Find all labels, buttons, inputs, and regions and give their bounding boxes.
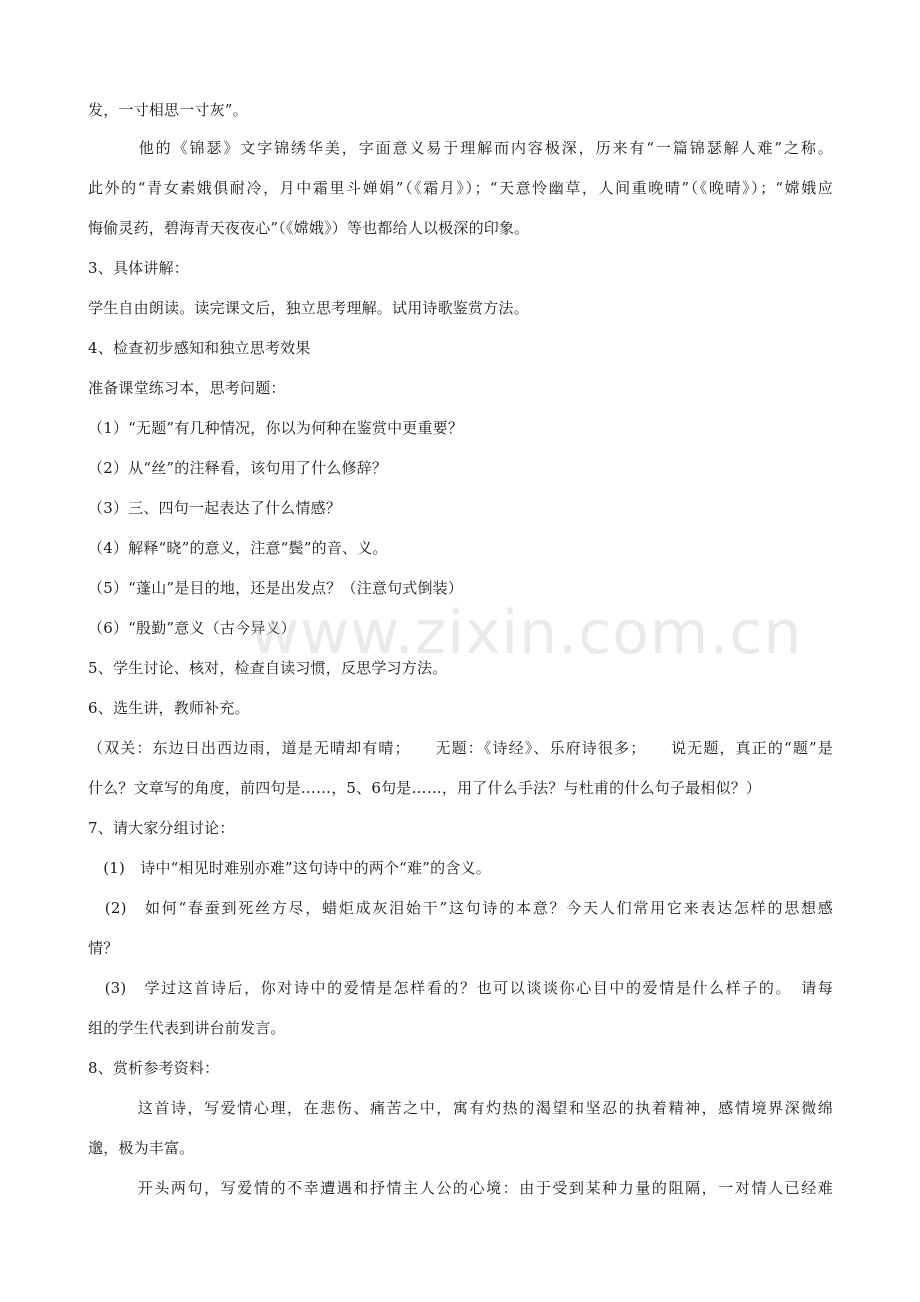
watermark: www.zixin.com.cn	[250, 598, 803, 668]
discussion-item: (1) 诗中“相见时难别亦难”这句诗中的两个“难”的含义。	[88, 859, 491, 877]
question-item: （3）三、四句一起表达了什么情感？	[88, 499, 341, 517]
discussion-item: (3) 学过这首诗后，你对诗中的爱情是怎样看的？也可以谈谈你心目中的爱情是什么样子的。 请每	[88, 979, 833, 997]
text-line: 他的《锦瑟》文字锦绣华美，字面意义易于理解而内容极深，历来有“一篇锦瑟解人难”之称。	[88, 139, 833, 157]
section-heading: 3、具体讲解：	[88, 259, 189, 277]
question-item: （5）“蓬山”是目的地，还是出发点？（注意句式倒装）	[88, 579, 464, 597]
text-line: 开头两句，写爱情的不幸遭遇和抒情主人公的心境：由于受到某种力量的阻隔，一对情人已经难	[88, 1179, 833, 1197]
section-heading: 8、赏析参考资料：	[88, 1059, 220, 1077]
discussion-item: (2) 如何“春蚕到死丝方尽，蜡炬成灰泪始干”这句诗的本意？今天人们常用它来表达怎样的思想感	[88, 899, 833, 917]
text-line: 什么？文章写的角度，前四句是……，5、6句是……，用了什么手法？与杜甫的什么句子最相似？）	[88, 779, 762, 797]
section-heading: 5、学生讨论、核对，检查自读习惯，反思学习方法。	[88, 659, 448, 677]
question-item: （4）解释“晓”的意义，注意“鬓”的音、义。	[88, 539, 388, 557]
text-line: （双关：东边日出西边雨，道是无晴却有晴； 无题：《诗经》、乐府诗很多； 说无题，真正的“题”是	[88, 739, 833, 757]
text-line: 这首诗，写爱情心理，在悲伤、痛苦之中，寓有灼热的渴望和坚忍的执着精神，感情境界深微绵	[88, 1099, 833, 1117]
text-line: 发，一寸相思一寸灰”。	[88, 101, 248, 119]
text-line: 组的学生代表到讲台前发言。	[88, 1019, 286, 1037]
text-line: 准备课堂练习本，思考问题：	[88, 379, 286, 397]
text-line: 邈，极为丰富。	[88, 1139, 195, 1157]
text-line: 此外的“青女素娥俱耐冷，月中霜里斗婵娟”（《霜月》）；“天意怜幽草，人间重晚晴”（《晚晴》）；“嫦娥应	[88, 179, 833, 197]
question-item: （2）从“丝”的注释看，该句用了什么修辞？	[88, 459, 388, 477]
question-item: （6）“殷勤”意义（古今异义）	[88, 619, 296, 637]
text-line: 学生自由朗读。读完课文后，独立思考理解。试用诗歌鉴赏方法。	[88, 299, 529, 317]
text-line: 情？	[88, 939, 119, 957]
section-heading: 4、检查初步感知和独立思考效果	[88, 339, 311, 357]
section-heading: 7、请大家分组讨论：	[88, 819, 235, 837]
question-item: （1）“无题”有几种情况，你以为何种在鉴赏中更重要？	[88, 419, 464, 437]
section-heading: 6、选生讲，教师补充。	[88, 699, 250, 717]
text-line: 悔偷灵药，碧海青天夜夜心”（《嫦娥》）等也都给人以极深的印象。	[88, 219, 530, 237]
